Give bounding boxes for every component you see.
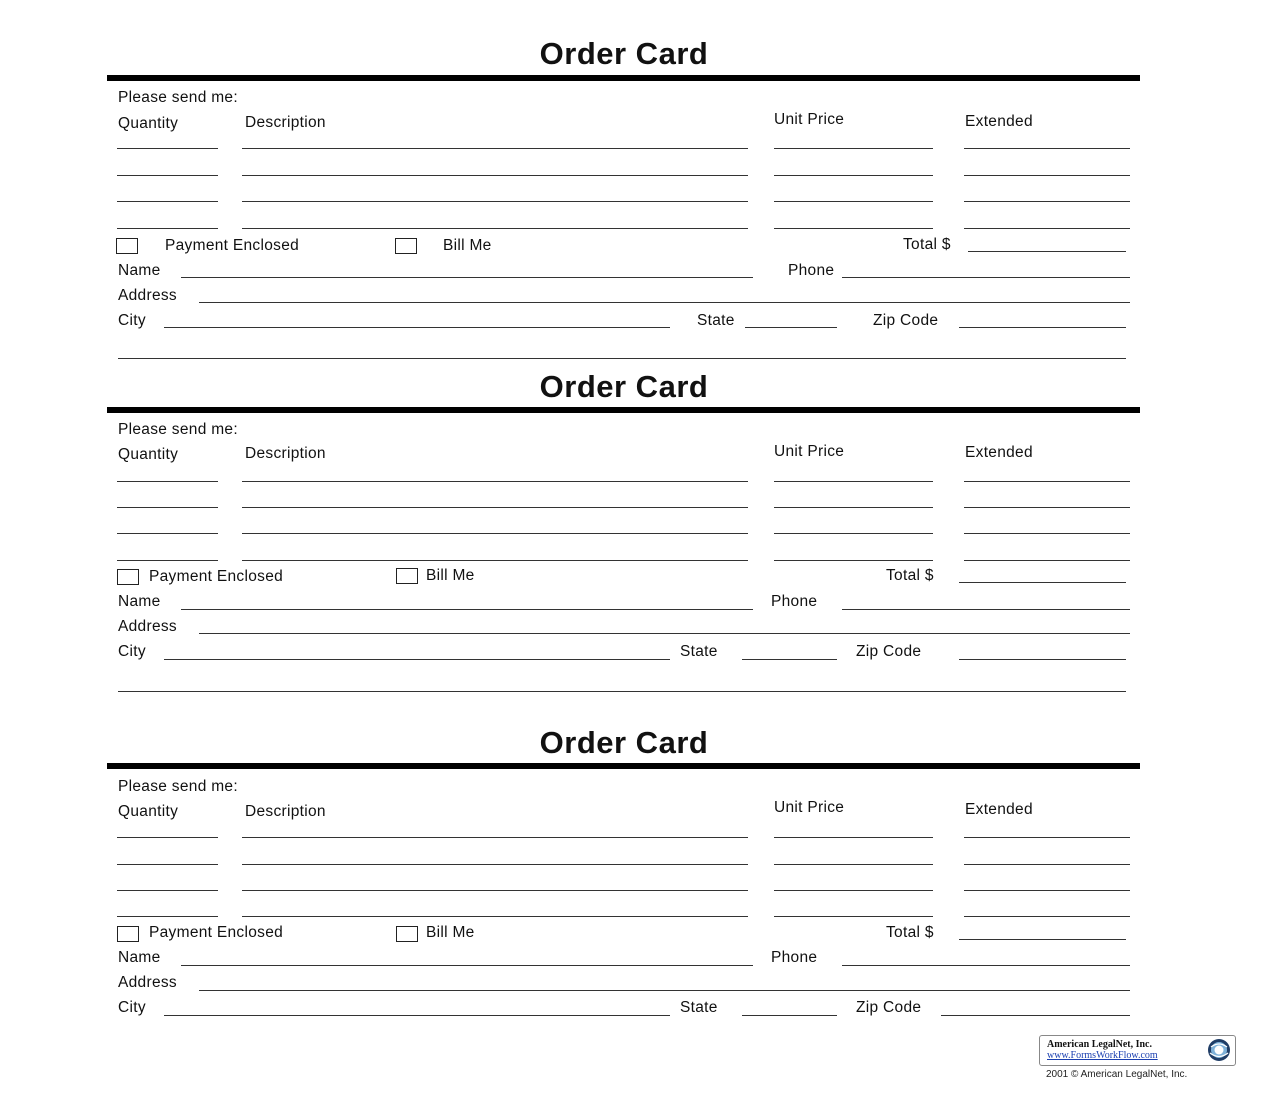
total-label: Total $ bbox=[886, 567, 934, 584]
quantity-field[interactable] bbox=[117, 837, 218, 838]
address-label: Address bbox=[118, 618, 177, 635]
state-field[interactable] bbox=[742, 1015, 837, 1016]
unit-price-field[interactable] bbox=[774, 890, 933, 891]
description-header: Description bbox=[245, 114, 326, 131]
quantity-field[interactable] bbox=[117, 228, 218, 229]
globe-icon bbox=[1207, 1038, 1231, 1062]
zip-label: Zip Code bbox=[856, 643, 922, 660]
unit-price-field[interactable] bbox=[774, 864, 933, 865]
extended-header: Extended bbox=[965, 801, 1033, 818]
bill-me-label: Bill Me bbox=[443, 237, 492, 254]
unit-price-field[interactable] bbox=[774, 228, 933, 229]
description-field[interactable] bbox=[242, 507, 748, 508]
title-rule bbox=[107, 407, 1140, 413]
zip-field[interactable] bbox=[959, 327, 1126, 328]
quantity-field[interactable] bbox=[117, 507, 218, 508]
city-label: City bbox=[118, 999, 146, 1016]
unit-price-header: Unit Price bbox=[774, 443, 845, 460]
please-send-label: Please send me: bbox=[118, 778, 238, 795]
name-field[interactable] bbox=[181, 965, 753, 966]
description-field[interactable] bbox=[242, 864, 748, 865]
extended-field[interactable] bbox=[964, 533, 1130, 534]
quantity-field[interactable] bbox=[117, 201, 218, 202]
extended-field[interactable] bbox=[964, 916, 1130, 917]
total-label: Total $ bbox=[903, 236, 951, 253]
state-field[interactable] bbox=[742, 659, 837, 660]
unit-price-field[interactable] bbox=[774, 507, 933, 508]
total-label: Total $ bbox=[886, 924, 934, 941]
city-label: City bbox=[118, 312, 146, 329]
please-send-label: Please send me: bbox=[118, 89, 238, 106]
description-header: Description bbox=[245, 803, 326, 820]
card-title: Order Card bbox=[539, 725, 709, 760]
phone-field[interactable] bbox=[842, 277, 1130, 278]
quantity-field[interactable] bbox=[117, 916, 218, 917]
state-field[interactable] bbox=[745, 327, 837, 328]
extended-field[interactable] bbox=[964, 148, 1130, 149]
extended-field[interactable] bbox=[964, 864, 1130, 865]
bill-me-checkbox[interactable] bbox=[396, 926, 418, 942]
extended-field[interactable] bbox=[964, 481, 1130, 482]
phone-field[interactable] bbox=[842, 609, 1130, 610]
please-send-label: Please send me: bbox=[118, 421, 238, 438]
card-title: Order Card bbox=[539, 369, 709, 404]
payment-enclosed-label: Payment Enclosed bbox=[149, 924, 284, 941]
city-field[interactable] bbox=[164, 1015, 670, 1016]
description-field[interactable] bbox=[242, 481, 748, 482]
extended-field[interactable] bbox=[964, 837, 1130, 838]
payment-enclosed-checkbox[interactable] bbox=[117, 926, 139, 942]
phone-label: Phone bbox=[771, 949, 818, 966]
total-field[interactable] bbox=[968, 251, 1126, 252]
quantity-field[interactable] bbox=[117, 533, 218, 534]
state-label: State bbox=[680, 999, 718, 1016]
quantity-header: Quantity bbox=[118, 803, 179, 820]
name-field[interactable] bbox=[181, 609, 753, 610]
state-label: State bbox=[697, 312, 735, 329]
description-field[interactable] bbox=[242, 201, 748, 202]
unit-price-field[interactable] bbox=[774, 533, 933, 534]
extended-field[interactable] bbox=[964, 201, 1130, 202]
quantity-field[interactable] bbox=[117, 481, 218, 482]
extended-field[interactable] bbox=[964, 175, 1130, 176]
description-header: Description bbox=[245, 445, 326, 462]
unit-price-header: Unit Price bbox=[774, 799, 845, 816]
unit-price-field[interactable] bbox=[774, 560, 933, 561]
extended-header: Extended bbox=[965, 113, 1033, 130]
extended-field[interactable] bbox=[964, 890, 1130, 891]
quantity-field[interactable] bbox=[117, 864, 218, 865]
description-field[interactable] bbox=[242, 533, 748, 534]
unit-price-field[interactable] bbox=[774, 481, 933, 482]
title-rule bbox=[107, 75, 1140, 81]
zip-field[interactable] bbox=[941, 1015, 1130, 1016]
description-field[interactable] bbox=[242, 890, 748, 891]
description-field[interactable] bbox=[242, 837, 748, 838]
address-label: Address bbox=[118, 974, 177, 991]
description-field[interactable] bbox=[242, 228, 748, 229]
phone-label: Phone bbox=[771, 593, 818, 610]
bill-me-label: Bill Me bbox=[426, 567, 475, 584]
city-field[interactable] bbox=[164, 327, 670, 328]
city-label: City bbox=[118, 643, 146, 660]
payment-enclosed-checkbox[interactable] bbox=[117, 569, 139, 585]
name-label: Name bbox=[118, 262, 161, 279]
address-field[interactable] bbox=[199, 990, 1130, 991]
unit-price-field[interactable] bbox=[774, 837, 933, 838]
logo-company-name: American LegalNet, Inc. bbox=[1047, 1039, 1152, 1050]
total-field[interactable] bbox=[959, 939, 1126, 940]
bill-me-checkbox[interactable] bbox=[395, 238, 417, 254]
unit-price-header: Unit Price bbox=[774, 111, 845, 128]
description-field[interactable] bbox=[242, 175, 748, 176]
quantity-header: Quantity bbox=[118, 115, 179, 132]
payment-enclosed-label: Payment Enclosed bbox=[149, 568, 284, 585]
name-label: Name bbox=[118, 949, 161, 966]
unit-price-field[interactable] bbox=[774, 175, 933, 176]
extended-field[interactable] bbox=[964, 507, 1130, 508]
extra-line[interactable] bbox=[118, 358, 1126, 359]
zip-label: Zip Code bbox=[873, 312, 939, 329]
phone-label: Phone bbox=[788, 262, 835, 279]
copyright-notice: 2001 © American LegalNet, Inc. bbox=[1046, 1069, 1188, 1080]
american-legalnet-logo bbox=[1039, 1035, 1236, 1066]
unit-price-field[interactable] bbox=[774, 916, 933, 917]
description-field[interactable] bbox=[242, 916, 748, 917]
quantity-header: Quantity bbox=[118, 446, 179, 463]
description-field[interactable] bbox=[242, 560, 748, 561]
forms-workflow-link[interactable]: www.FormsWorkFlow.com bbox=[1047, 1050, 1158, 1061]
extended-field[interactable] bbox=[964, 560, 1130, 561]
quantity-field[interactable] bbox=[117, 175, 218, 176]
address-label: Address bbox=[118, 287, 177, 304]
payment-enclosed-checkbox[interactable] bbox=[116, 238, 138, 254]
quantity-field[interactable] bbox=[117, 148, 218, 149]
unit-price-field[interactable] bbox=[774, 148, 933, 149]
title-rule bbox=[107, 763, 1140, 769]
extended-field[interactable] bbox=[964, 228, 1130, 229]
zip-field[interactable] bbox=[959, 659, 1126, 660]
unit-price-field[interactable] bbox=[774, 201, 933, 202]
description-field[interactable] bbox=[242, 148, 748, 149]
name-label: Name bbox=[118, 593, 161, 610]
zip-label: Zip Code bbox=[856, 999, 922, 1016]
quantity-field[interactable] bbox=[117, 890, 218, 891]
bill-me-label: Bill Me bbox=[426, 924, 475, 941]
name-field[interactable] bbox=[181, 277, 753, 278]
payment-enclosed-label: Payment Enclosed bbox=[165, 237, 300, 254]
address-field[interactable] bbox=[199, 633, 1130, 634]
bill-me-checkbox[interactable] bbox=[396, 568, 418, 584]
card-title: Order Card bbox=[539, 36, 709, 71]
extra-line[interactable] bbox=[118, 691, 1126, 692]
state-label: State bbox=[680, 643, 718, 660]
extended-header: Extended bbox=[965, 444, 1033, 461]
city-field[interactable] bbox=[164, 659, 670, 660]
phone-field[interactable] bbox=[842, 965, 1130, 966]
total-field[interactable] bbox=[959, 582, 1126, 583]
quantity-field[interactable] bbox=[117, 560, 218, 561]
address-field[interactable] bbox=[199, 302, 1130, 303]
